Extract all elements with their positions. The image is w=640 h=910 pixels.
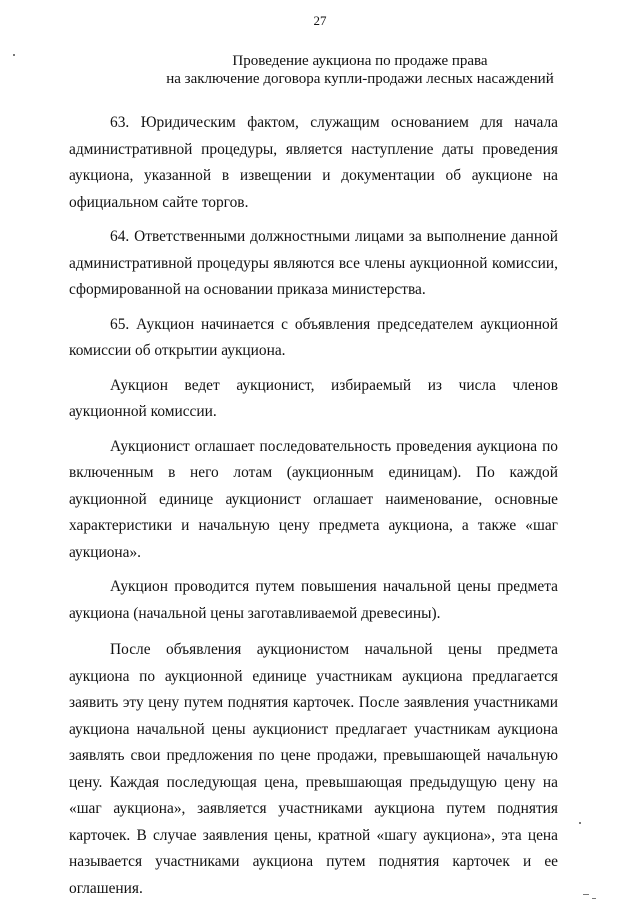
paragraph-auctioneer: Аукцион ведет аукционист, избираемый из числа членов аукционной комиссии. (69, 376, 558, 420)
paragraph-lot-order: Аукционист оглашает последовательность проведения аукциона по включенным в него лотам (аукционным единицам). По каждой аукционной единице аукционист оглашает наименование, основные характеристики и начальную цену предмета аукциона, а также «шаг аукциона». (69, 437, 558, 561)
body-text (69, 110, 558, 910)
scan-mark (579, 822, 581, 824)
page-number: 27 (313, 13, 327, 28)
section-title-line-2: на заключение договора купли-продажи лесных насаждений (166, 71, 554, 87)
paragraph-65: 65. Аукцион начинается с объявления председателем аукционной комиссии об открытии аукциона. (69, 315, 558, 359)
paragraph-price-increase: Аукцион проводится путем повышения начальной цены предмета аукциона (начальной цены заготавливаемой древесины). (69, 578, 558, 622)
paragraph-64: 64. Ответственными должностными лицами за выполнение данной административной процедуры являются все члены аукционной комиссии, сформированной на основании приказа министерства. (69, 228, 558, 298)
paragraph-bidding: После объявления аукционистом начальной цены предмета аукциона по аукционной единице участникам аукциона предлагается заявить эту цену путем поднятия карточек. После заявления участниками аукциона начальной цены аукционист предлагает участникам аукциона заявлять свои предложения по цене продажи, превышающей начальную цену. Каждая последующая цена, превышающая предыдущую цену на «шаг аукциона», заявляется участниками аукциона путем поднятия карточек. В случае заявления цены, кратной «шагу аукциона», эта цена называется участниками аукциона путем поднятия карточек и ее оглашения. (69, 641, 558, 897)
scan-mark (583, 894, 589, 895)
paragraph-63: 63. Юридическим фактом, служащим основанием для начала административной процедуры, является наступление даты проведения аукциона, указанной в извещении и документации об аукционе на официальном сайте торгов. (69, 114, 558, 211)
section-title (60, 52, 640, 88)
scan-mark (13, 54, 15, 56)
section-title-line-1: Проведение аукциона по продаже права (232, 53, 488, 69)
scan-mark (592, 898, 596, 899)
